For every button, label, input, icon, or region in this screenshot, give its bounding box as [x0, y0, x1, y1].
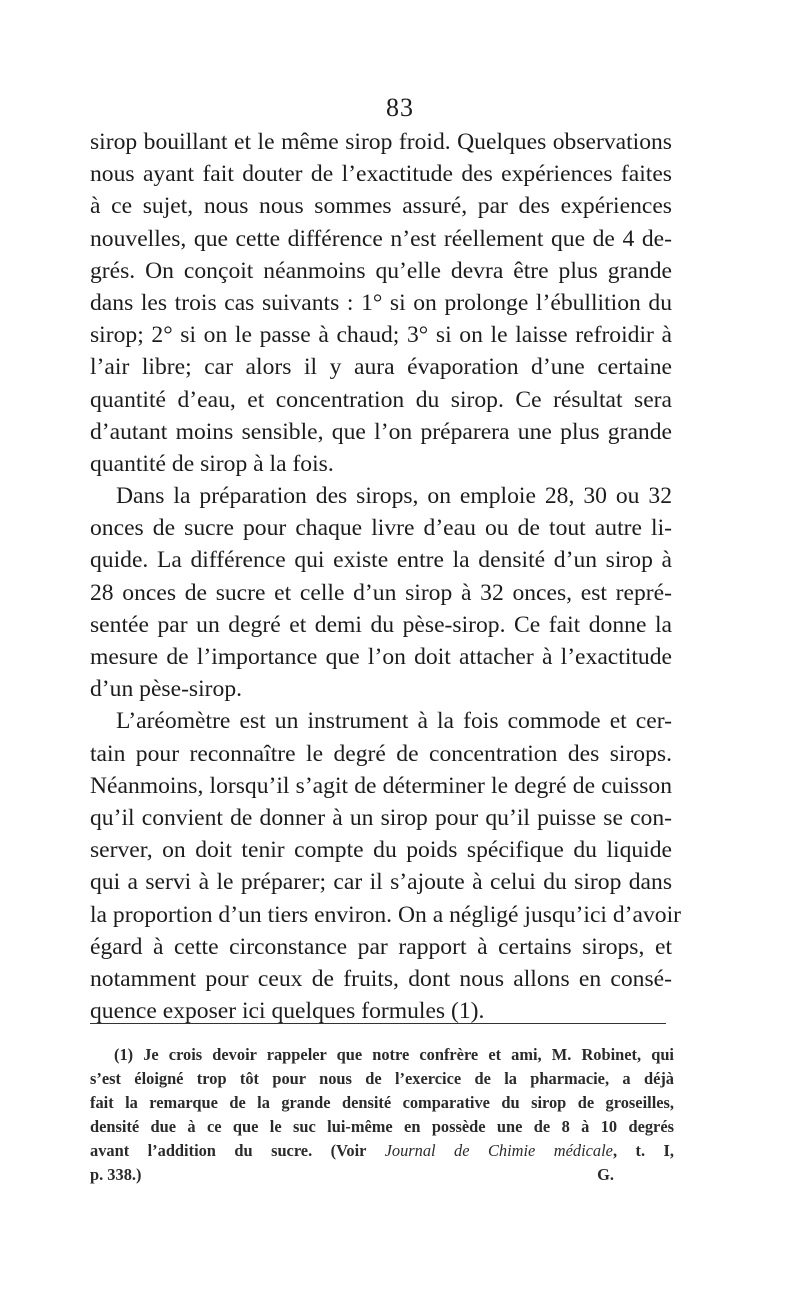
text-line: égard à cette circonstance par rapport à certains sirops, et — [90, 933, 672, 960]
text-line: d’autant moins sensible, que l’on préparera une plus grande — [90, 418, 672, 445]
footnote-signature: G. — [597, 1165, 614, 1184]
footnote-line — [90, 1163, 674, 1187]
footnote-text: , t. I, — [612, 1141, 674, 1160]
text-line: sirop bouillant et le même sirop froid. Quelques observations — [90, 129, 672, 155]
text-line: mesure de l’importance que l’on doit attacher à l’exactitude — [90, 644, 672, 670]
page-number: 83 — [386, 93, 414, 122]
text-line: quence exposer ici quelques formules (1). — [90, 998, 485, 1025]
text-line: la proportion d’un tiers environ. On a négligé jusqu’ici d’avoir — [90, 901, 682, 928]
text-line: qui a servi à le préparer; car il s’ajoute à celui du sirop dans — [90, 869, 672, 896]
footnote-text: p. 338.) — [90, 1165, 142, 1184]
text-line: L’aréomètre est un instrument à la fois commode et cer- — [116, 708, 672, 735]
footnote-line — [90, 1139, 674, 1163]
text-line: tain pour reconnaître le degré de concentration des sirops. — [90, 740, 672, 767]
text-line: sentée par un degré et demi du pèse-sirop. Ce fait donne la — [90, 611, 672, 638]
text-line: à ce sujet, nous nous sommes assuré, par des expériences — [90, 193, 672, 220]
footnote-line: s’est éloigné trop tôt pour nous de l’exercice de la pharmacie, a déjà — [90, 1069, 674, 1088]
text-line: server, on doit tenir compte du poids spécifique du liquide — [90, 837, 672, 864]
text-line: onces de sucre pour chaque livre d’eau ou de tout autre li- — [90, 515, 672, 542]
text-line: d’un pèse-sirop. — [90, 676, 243, 703]
body-text — [90, 126, 682, 1027]
text-line: Néanmoins, lorsqu’il s’agit de déterminer le degré de cuisson — [90, 772, 672, 799]
journal-title: Journal de Chimie médicale — [384, 1141, 613, 1160]
text-line: grés. On conçoit néanmoins qu’elle devra être plus grande — [90, 257, 672, 284]
text-line: sirop; 2° si on le passe à chaud; 3° si on le laisse refroidir à — [90, 322, 672, 349]
footnote-text: avant l’addition du sucre. (Voir — [90, 1141, 367, 1160]
text-line: 28 onces de sucre et celle d’un sirop à 32 onces, est repré- — [90, 579, 672, 606]
text-line: nouvelles, que cette différence n’est réellement que de 4 de- — [90, 225, 672, 252]
text-line: qu’il convient de donner à un sirop pour qu’il puisse se con- — [90, 804, 672, 831]
footnote-line: densité due à ce que le suc lui-même en possède une de 8 à 10 degrés — [90, 1117, 674, 1136]
text-line: quantité d’eau, et concentration du sirop. Ce résultat sera — [90, 386, 672, 413]
text-line: quantité de sirop à la fois. — [90, 450, 334, 477]
footnote-divider — [90, 1023, 666, 1024]
footnote-line: fait la remarque de la grande densité comparative du sirop de groseilles, — [90, 1093, 674, 1112]
text-line: notamment pour ceux de fruits, dont nous allons en consé- — [90, 965, 672, 992]
text-line: quide. La différence qui existe entre la densité d’un sirop à — [90, 547, 672, 574]
footnote-line: (1) Je crois devoir rappeler que notre confrère et ami, M. Robinet, qui — [114, 1045, 674, 1064]
text-line: dans les trois cas suivants : 1° si on prolonge l’ébullition du — [90, 289, 672, 316]
text-line: nous ayant fait douter de l’exactitude des expériences faites — [90, 161, 672, 188]
footnote — [90, 1043, 674, 1187]
text-line: Dans la préparation des sirops, on emploie 28, 30 ou 32 — [116, 483, 672, 510]
text-line: l’air libre; car alors il y aura évaporation d’une certaine — [90, 354, 672, 381]
